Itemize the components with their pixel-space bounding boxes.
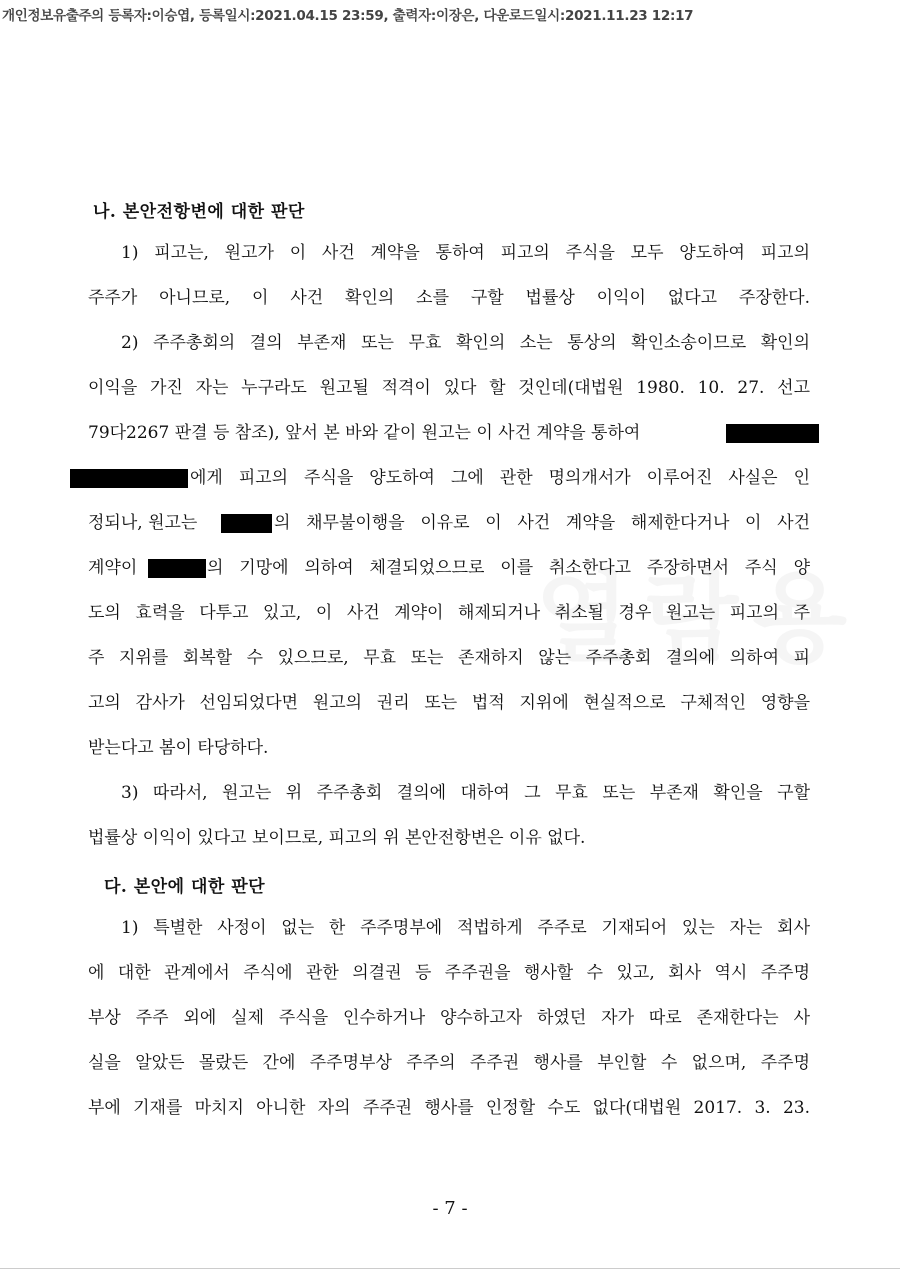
text-fragment: 계약이 — [88, 558, 138, 578]
text-line: 의 채무불이행을 이유로 이 사건 계약을 해제한다거나 이 사건 — [274, 513, 810, 533]
text-line: 1) 피고는, 원고가 이 사건 계약을 통하여 피고의 주식을 모두 양도하여 피고의 — [121, 243, 810, 263]
text-line — [88, 556, 137, 580]
text-fragment: 정되나, 원고는 — [88, 513, 198, 533]
text-line: 받는다고 봄이 타당하다. — [88, 738, 269, 758]
redaction-block — [726, 424, 819, 443]
text-line: 2) 주주총회의 결의 부존재 또는 무효 확인의 소는 통상의 확인소송이므로 확인의 — [121, 333, 810, 353]
text-line: 3) 따라서, 원고는 위 주주총회 결의에 대하여 그 무효 또는 부존재 확인을 구할 — [121, 783, 810, 803]
text-line: 법률상 이익이 있다고 보이므로, 피고의 위 본안전항변은 이유 없다. — [88, 828, 586, 848]
text-line: 주 지위를 회복할 수 있으므로, 무효 또는 존재하지 않는 주주총회 결의에 의하여 피 — [88, 648, 810, 668]
download-notice-header: 개인정보유출주의 등록자:이승엽, 등록일시:2021.04.15 23:59, 출력자:이장은, 다운로드일시:2021.11.23 12:17 — [2, 8, 694, 24]
text-line: 주주가 아니므로, 이 사건 확인의 소를 구할 법률상 이익이 없다고 주장한다. — [88, 288, 810, 308]
text-line: 이익을 가진 자는 누구라도 원고될 적격이 있다 할 것인데(대법원 1980. 10. 27. 선고 — [88, 378, 810, 398]
page-number: - 7 - — [432, 1198, 468, 1219]
section-da-heading: 다. 본안에 대한 판단 — [104, 877, 266, 897]
text-line — [88, 421, 640, 445]
text-line: 실을 알았든 몰랐든 간에 주주명부상 주주의 주주권 행사를 부인할 수 없으며, 주주명 — [88, 1053, 810, 1073]
section-na-heading: 나. 본안전항변에 대한 판단 — [93, 202, 305, 222]
text-line: 도의 효력을 다투고 있고, 이 사건 계약이 해제되거나 취소될 경우 원고는 피고의 주 — [88, 603, 810, 623]
page-bottom-rule — [0, 1268, 900, 1269]
text-line: 에게 피고의 주식을 양도하여 그에 관한 명의개서가 이루어진 사실은 인 — [190, 468, 810, 488]
text-fragment: 79다2267 판결 등 참조), 앞서 본 바와 같이 원고는 이 사건 계약을 통하여 — [88, 423, 641, 443]
redaction-block — [148, 559, 206, 578]
text-line: 부상 주주 외에 실제 주식을 인수하거나 양수하고자 하였던 자가 따로 존재한다는 사 — [88, 1008, 810, 1028]
text-line: 부에 기재를 마치지 아니한 자의 주주권 행사를 인정할 수도 없다(대법원 2017. 3. 23. — [88, 1098, 810, 1118]
text-line: 고의 감사가 선임되었다면 원고의 권리 또는 법적 지위에 현실적으로 구체적인 영향을 — [88, 693, 810, 713]
redaction-block — [70, 469, 188, 488]
text-line: 1) 특별한 사정이 없는 한 주주명부에 적법하게 주주로 기재되어 있는 자는 회사 — [121, 918, 810, 938]
text-line: 의 기망에 의하여 체결되었으므로 이를 취소한다고 주장하면서 주식 양 — [207, 558, 810, 578]
text-line — [88, 511, 197, 535]
text-line: 에 대한 관계에서 주식에 관한 의결권 등 주주권을 행사할 수 있고, 회사 역시 주주명 — [88, 963, 810, 983]
redaction-block — [221, 514, 272, 533]
